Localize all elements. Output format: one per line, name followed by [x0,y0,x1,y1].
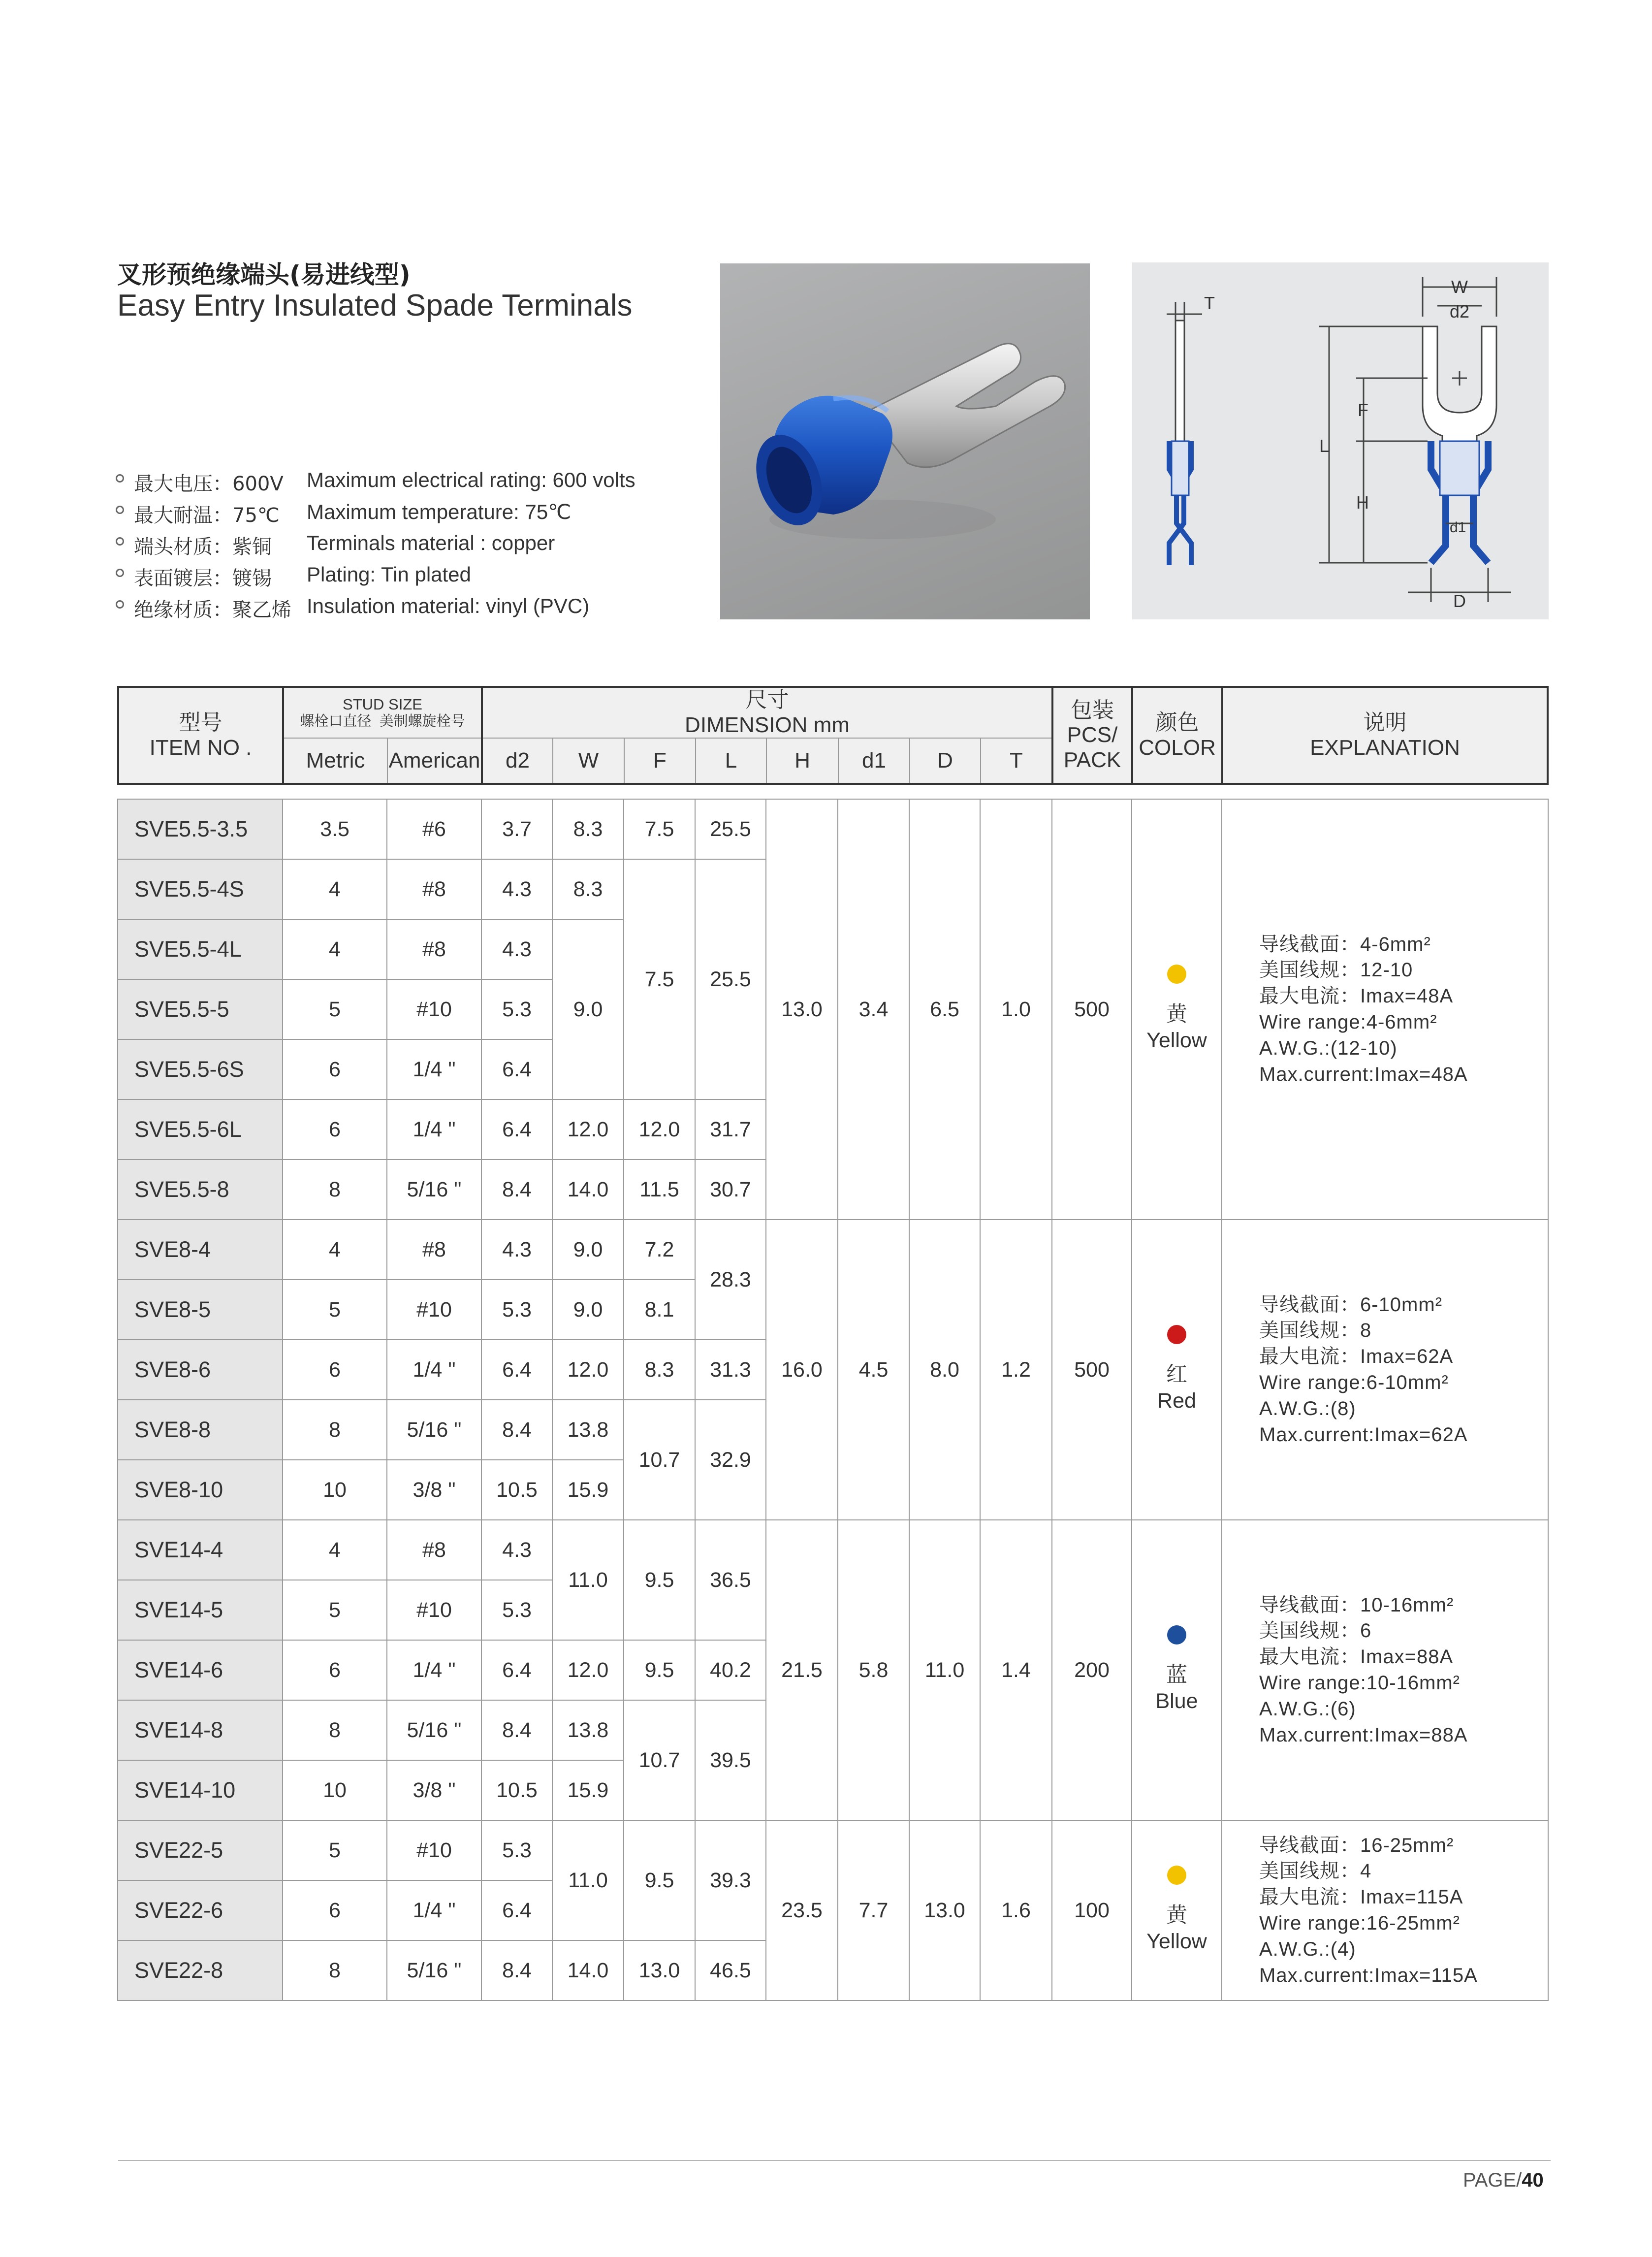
header-metric: Metric [283,738,387,784]
W: 14.0 [552,1940,624,2000]
metric: 5 [283,979,387,1039]
page-title: Easy Entry Insulated Spade Terminals [117,289,633,322]
H: 23.5 [766,1820,838,2000]
item-no: SVE22-8 [118,1940,283,2000]
d2: 4.3 [481,1220,552,1280]
header-T: T [981,738,1052,784]
header-color: 颜色 COLOR [1132,687,1222,784]
table-row [118,1220,1548,1280]
metric: 8 [283,1700,387,1760]
color-dot-icon [1167,1625,1186,1644]
spec-en: Maximum temperature: 75℃ [307,500,572,523]
F: 11.5 [624,1160,695,1220]
item-no: SVE5.5-8 [118,1160,283,1220]
d2: 5.3 [481,1280,552,1340]
american: #8 [387,859,481,919]
label-W: W [1451,277,1468,297]
H: 13.0 [766,799,838,1220]
metric: 5 [283,1820,387,1880]
color-dot-icon [1167,965,1186,984]
bullet-icon [116,474,124,483]
color-cell: 红 Red [1132,1220,1222,1520]
label-d2: d2 [1450,301,1470,322]
label-T: T [1204,293,1215,313]
spec-cn: 最大电压：600V [134,473,284,495]
spec-cn: 表面镀层：镀锡 [134,567,272,590]
D: 8.0 [909,1220,980,1520]
T: 1.2 [980,1220,1052,1520]
item-no: SVE14-8 [118,1700,283,1760]
F: 10.7 [624,1700,695,1820]
explanation: 导线截面：4-6mm² 美国线规：12-10 最大电流：Imax=48A Wire range:4-6mm² A.W.G.:(12-10) Max.current:Imax=48A [1222,799,1548,1220]
metric: 5 [283,1280,387,1340]
d2: 5.3 [481,979,552,1039]
F: 7.2 [624,1220,695,1280]
american: 1/4 " [387,1640,481,1700]
metric: 6 [283,1340,387,1400]
metric: 6 [283,1099,387,1160]
spec-table [117,799,1549,2001]
color-cell: 黄 Yellow [1132,799,1222,1220]
spec-en: Maximum electrical rating: 600 volts [307,468,635,491]
spec-en: Plating: Tin plated [307,563,471,586]
table-row [118,1820,1548,1880]
item-no: SVE8-6 [118,1340,283,1400]
L: 39.5 [695,1700,766,1820]
american: #6 [387,799,481,859]
W: 11.0 [552,1520,624,1640]
american: #8 [387,919,481,979]
D: 13.0 [909,1820,980,2000]
L: 32.9 [695,1400,766,1520]
metric: 8 [283,1400,387,1460]
footer-divider [118,2160,1551,2161]
F: 13.0 [624,1940,695,2000]
bullet-icon [116,506,124,514]
american: 1/4 " [387,1099,481,1160]
W: 9.0 [552,1220,624,1280]
color-cell: 蓝 Blue [1132,1520,1222,1820]
L: 39.3 [695,1820,766,1940]
item-no: SVE5.5-6L [118,1099,283,1160]
L: 25.5 [695,799,766,859]
d2: 6.4 [481,1099,552,1160]
header-pack: 包装 PCS/ PACK [1052,687,1132,784]
d2: 8.4 [481,1400,552,1460]
d2: 4.3 [481,919,552,979]
W: 8.3 [552,859,624,919]
header-dimension: 尺寸 DIMENSION mm [482,687,1052,738]
header-d1: d1 [838,738,910,784]
W: 11.0 [552,1820,624,1940]
d1: 4.5 [838,1220,909,1520]
d2: 8.4 [481,1940,552,2000]
american: 1/4 " [387,1340,481,1400]
bullet-icon [116,537,124,546]
label-d1: d1 [1450,519,1466,536]
metric: 6 [283,1640,387,1700]
D: 11.0 [909,1520,980,1820]
table-header [117,686,1549,785]
T: 1.6 [980,1820,1052,2000]
pack: 500 [1052,799,1132,1220]
explanation: 导线截面：6-10mm² 美国线规：8 最大电流：Imax=62A Wire range:6-10mm² A.W.G.:(8) Max.current:Imax=62A [1222,1220,1548,1520]
explanation: 导线截面：10-16mm² 美国线规：6 最大电流：Imax=88A Wire range:10-16mm² A.W.G.:(6) Max.current:Imax=88A [1222,1520,1548,1820]
F: 8.1 [624,1280,695,1340]
item-no: SVE5.5-5 [118,979,283,1039]
dimension-drawing [1132,262,1549,619]
W: 15.9 [552,1760,624,1820]
F: 12.0 [624,1099,695,1160]
header-L: L [696,738,766,784]
label-H: H [1356,492,1369,513]
T: 1.4 [980,1520,1052,1820]
metric: 8 [283,1940,387,2000]
T: 1.0 [980,799,1052,1220]
bullet-icon [116,600,124,609]
L: 25.5 [695,859,766,1099]
d2: 10.5 [481,1460,552,1520]
pack: 200 [1052,1520,1132,1820]
L: 31.3 [695,1340,766,1400]
american: 1/4 " [387,1039,481,1099]
F: 7.5 [624,859,695,1099]
W: 13.8 [552,1700,624,1760]
american: #8 [387,1220,481,1280]
item-no: SVE5.5-3.5 [118,799,283,859]
W: 12.0 [552,1340,624,1400]
spec-cn: 端头材质：紫铜 [134,536,272,558]
d2: 4.3 [481,859,552,919]
L: 31.7 [695,1099,766,1160]
american: #10 [387,979,481,1039]
W: 13.8 [552,1400,624,1460]
label-L: L [1319,436,1330,456]
d1: 5.8 [838,1520,909,1820]
item-no: SVE8-10 [118,1460,283,1520]
header-F: F [624,738,696,784]
metric: 3.5 [283,799,387,859]
metric: 5 [283,1580,387,1640]
header-explanation: 说明 EXPLANATION [1222,687,1548,784]
F: 9.5 [624,1520,695,1640]
metric: 10 [283,1460,387,1520]
american: 5/16 " [387,1400,481,1460]
d2: 6.4 [481,1039,552,1099]
metric: 6 [283,1039,387,1099]
d2: 8.4 [481,1700,552,1760]
L: 46.5 [695,1940,766,2000]
spade-terminal-image [720,263,1090,619]
header-H: H [766,738,838,784]
american: 3/8 " [387,1460,481,1520]
W: 9.0 [552,919,624,1099]
header-american: American [387,738,482,784]
H: 16.0 [766,1220,838,1520]
spec-en: Terminals material : copper [307,531,555,554]
L: 30.7 [695,1160,766,1220]
spec-cn: 绝缘材质：聚乙烯 [134,599,291,621]
drawing-svg [1132,262,1549,619]
F: 9.5 [624,1820,695,1940]
metric: 10 [283,1760,387,1820]
d1: 7.7 [838,1820,909,2000]
W: 8.3 [552,799,624,859]
item-no: SVE8-4 [118,1220,283,1280]
american: #8 [387,1520,481,1580]
title-chinese: 叉形预绝缘端头(易进线型) [117,260,411,289]
metric: 4 [283,919,387,979]
d2: 5.3 [481,1820,552,1880]
F: 10.7 [624,1400,695,1520]
american: #10 [387,1580,481,1640]
item-no: SVE5.5-4L [118,919,283,979]
color-dot-icon [1167,1325,1186,1344]
item-no: SVE14-6 [118,1640,283,1700]
american: 5/16 " [387,1160,481,1220]
bullet-icon [116,569,124,577]
W: 9.0 [552,1280,624,1340]
item-no: SVE5.5-4S [118,859,283,919]
pack: 500 [1052,1220,1132,1520]
item-no: SVE8-8 [118,1400,283,1460]
header-stud-size: STUD SIZE 螺栓口直径 美制螺旋栓号 [283,687,482,738]
d2: 6.4 [481,1880,552,1940]
item-no: SVE5.5-6S [118,1039,283,1099]
header-d2: d2 [482,738,553,784]
american: #10 [387,1280,481,1340]
item-no: SVE14-5 [118,1580,283,1640]
spec-cn: 最大耐温：75℃ [134,504,280,527]
F: 9.5 [624,1640,695,1700]
american: #10 [387,1820,481,1880]
L: 40.2 [695,1640,766,1700]
d2: 6.4 [481,1640,552,1700]
color-cell: 黄 Yellow [1132,1820,1222,2000]
d2: 3.7 [481,799,552,859]
metric: 8 [283,1160,387,1220]
american: 1/4 " [387,1880,481,1940]
metric: 4 [283,859,387,919]
pack: 100 [1052,1820,1132,2000]
W: 14.0 [552,1160,624,1220]
D: 6.5 [909,799,980,1220]
label-F: F [1358,400,1368,420]
metric: 4 [283,1520,387,1580]
color-dot-icon [1167,1866,1186,1885]
item-no: SVE22-6 [118,1880,283,1940]
F: 8.3 [624,1340,695,1400]
item-no: SVE14-4 [118,1520,283,1580]
explanation: 导线截面：16-25mm² 美国线规：4 最大电流：Imax=115A Wire range:16-25mm² A.W.G.:(4) Max.current:Imax=115A [1222,1820,1548,2000]
table-row [118,799,1548,859]
table-row [118,1520,1548,1580]
L: 36.5 [695,1520,766,1640]
product-photo [720,263,1090,619]
item-no: SVE8-5 [118,1280,283,1340]
label-D: D [1453,591,1466,611]
american: 3/8 " [387,1760,481,1820]
header-item: 型号 ITEM NO . [118,687,283,784]
header-D: D [910,738,981,784]
item-no: SVE14-10 [118,1760,283,1820]
W: 15.9 [552,1460,624,1520]
metric: 4 [283,1220,387,1280]
F: 7.5 [624,799,695,859]
american: 5/16 " [387,1700,481,1760]
W: 12.0 [552,1099,624,1160]
d2: 10.5 [481,1760,552,1820]
page-number: PAGE/40 [1463,2169,1544,2191]
item-no: SVE22-5 [118,1820,283,1880]
spec-en: Insulation material: vinyl (PVC) [307,594,590,617]
metric: 6 [283,1880,387,1940]
d1: 3.4 [838,799,909,1220]
L: 28.3 [695,1220,766,1340]
header-W: W [553,738,624,784]
american: 5/16 " [387,1940,481,2000]
d2: 5.3 [481,1580,552,1640]
d2: 4.3 [481,1520,552,1580]
d2: 6.4 [481,1340,552,1400]
d2: 8.4 [481,1160,552,1220]
H: 21.5 [766,1520,838,1820]
W: 12.0 [552,1640,624,1700]
